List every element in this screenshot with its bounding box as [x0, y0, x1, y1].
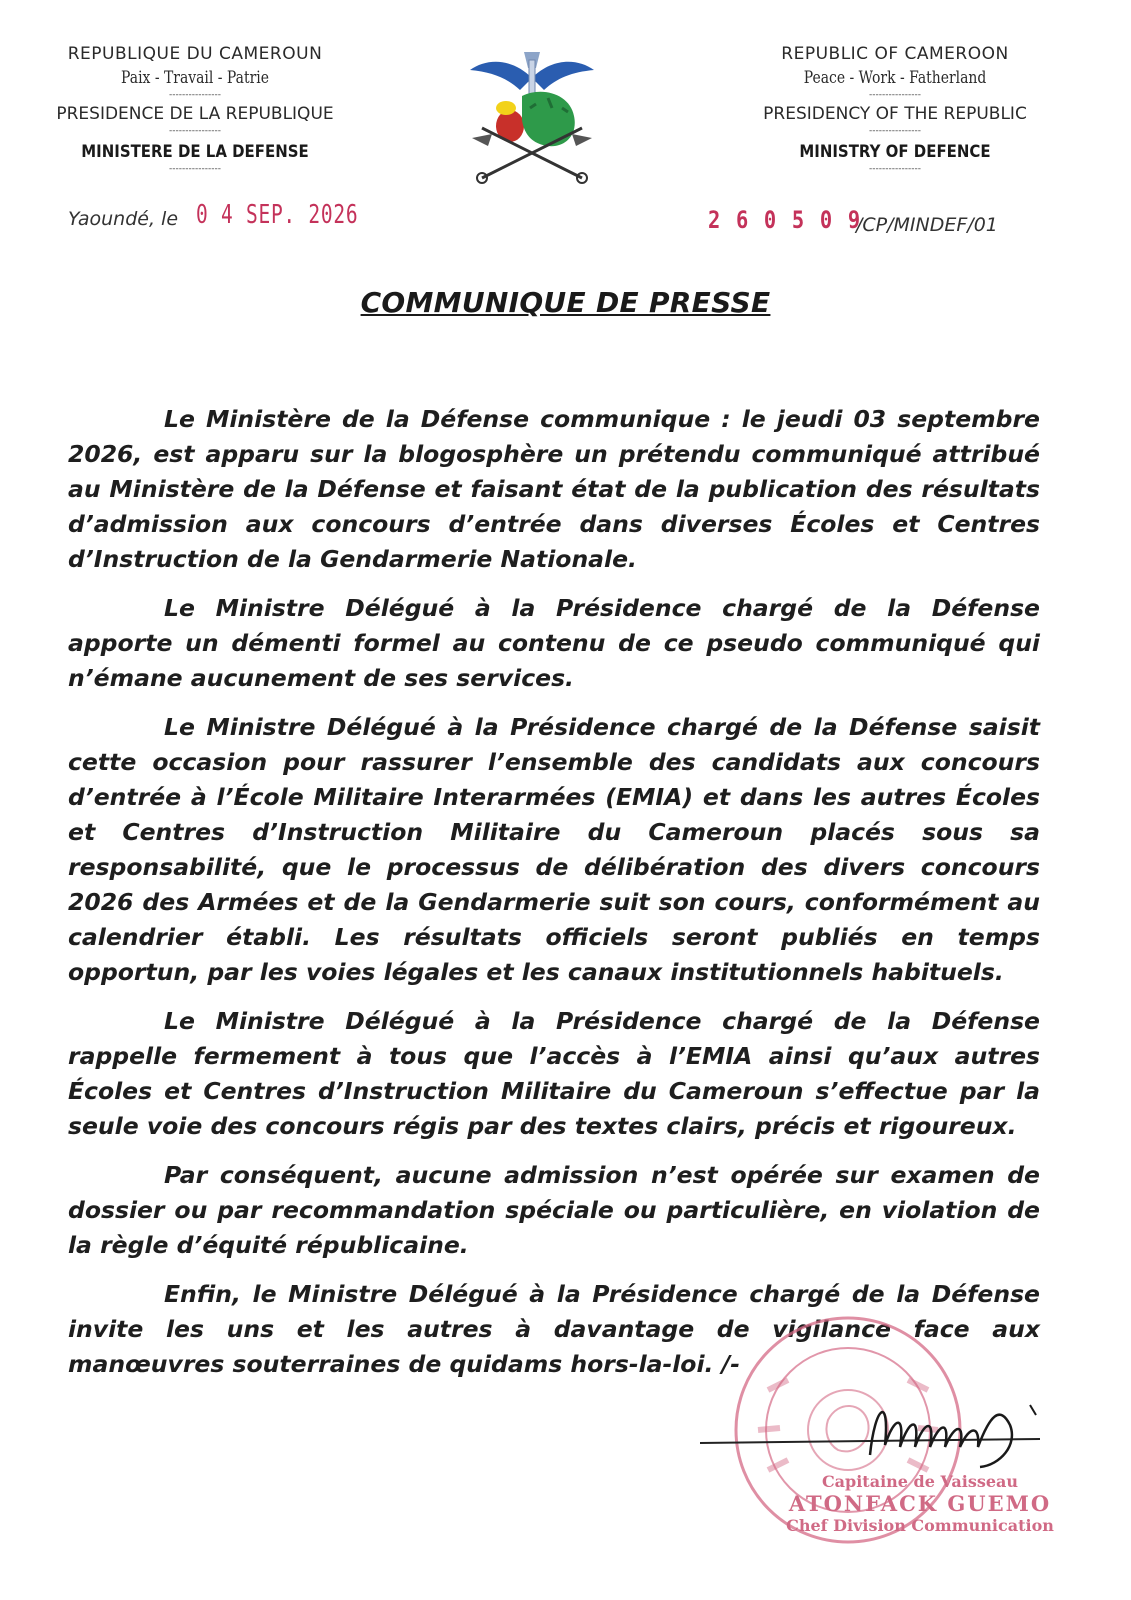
body-paragraph: Le Ministre Délégué à la Présidence chargé de la Défense saisit cette occasion pour rassurer l’ensemble des candidats aux concours d’entrée à l’École Militaire Interarmées (EMIA) et dans les autres Écoles et Centres d’Instruction Militaire du Cameroun placés sous sa responsabilité, que le processus de délibération des divers concours 2026 des Armées et de la Gendarmerie suit son cours, conformément au calendrier établi. Les résultats officiels seront publiés en temps opportun, par les voies légales et les canaux institutionnels habituels. — [68, 713, 1040, 986]
separator: ---------------- — [869, 90, 921, 100]
reference-number-stamp: 2 6 0 5 0 9 — [708, 206, 862, 234]
separator: ---------------- — [169, 164, 221, 174]
separator: ---------------- — [169, 90, 221, 100]
presidency-en: PRESIDENCY OF THE REPUBLIC — [763, 104, 1027, 124]
header-left — [50, 44, 340, 176]
separator: ---------------- — [169, 126, 221, 136]
signatory-name: ATONFACK GUEMO — [788, 1491, 1052, 1516]
title-text: COMMUNIQUE DE PRESSE — [360, 286, 771, 319]
signatory-block — [770, 1472, 1070, 1535]
signature-icon — [700, 1385, 1050, 1475]
signatory-rank: Capitaine de Vaisseau — [821, 1472, 1019, 1491]
ministry-emblem-icon — [462, 38, 602, 198]
country-name-fr: REPUBLIQUE DU CAMEROUN — [67, 44, 323, 64]
presidency-fr: PRESIDENCE DE LA REPUBLIQUE — [56, 104, 334, 124]
body-paragraph: Le Ministre Délégué à la Présidence chargé de la Défense rappelle fermement à tous que l’accès à l’EMIA ainsi qu’aux autres Écoles et Centres d’Instruction Militaire du Cameroun s’effectue par la seule voie des concours régis par des textes clairs, précis et rigoureux. — [68, 1007, 1040, 1140]
separator: ---------------- — [869, 164, 921, 174]
body-paragraph: Enfin, le Ministre Délégué à la Présidence chargé de la Défense invite les uns et les autres à davantage de vigilance face aux manœuvres souterraines de quidams hors-la-loi. /- — [68, 1280, 1040, 1378]
communique-body — [68, 402, 1040, 1396]
body-paragraph: Le Ministère de la Défense communique : le jeudi 03 septembre 2026, est apparu sur la blogosphère un prétendu communiqué attribué au Ministère de la Défense et faisant état de la publication des résultats d’admission aux concours d’entrée dans diverses Écoles et Centres d’Instruction de la Gendarmerie Nationale. — [68, 405, 1040, 573]
signatory-function: Chef Division Communication — [786, 1516, 1054, 1535]
motto-fr: Paix - Travail - Patrie — [121, 68, 269, 88]
date-stamp: 0 4 SEP. 2026 — [196, 200, 359, 230]
motto-en: Peace - Work - Fatherland — [803, 68, 987, 88]
ministry-fr: MINISTERE DE LA DEFENSE — [81, 142, 309, 162]
country-name-en: REPUBLIC OF CAMEROON — [781, 44, 1009, 64]
header-right — [740, 44, 1050, 176]
body-paragraph: Par conséquent, aucune admission n’est opérée sur examen de dossier ou par recommandation spéciale ou particulière, en violation de la règle d’équité républicaine. — [68, 1161, 1040, 1259]
body-paragraph: Le Ministre Délégué à la Présidence chargé de la Défense apporte un démenti formel au contenu de ce pseudo communiqué qui n’émane aucunement de ses services. — [68, 594, 1040, 692]
dateline-place: Yaoundé, le — [68, 208, 179, 230]
ministry-en: MINISTRY OF DEFENCE — [799, 142, 991, 162]
reference-suffix: /CP/MINDEF/01 — [856, 214, 998, 236]
separator: ---------------- — [869, 126, 921, 136]
document-title — [0, 286, 1131, 319]
